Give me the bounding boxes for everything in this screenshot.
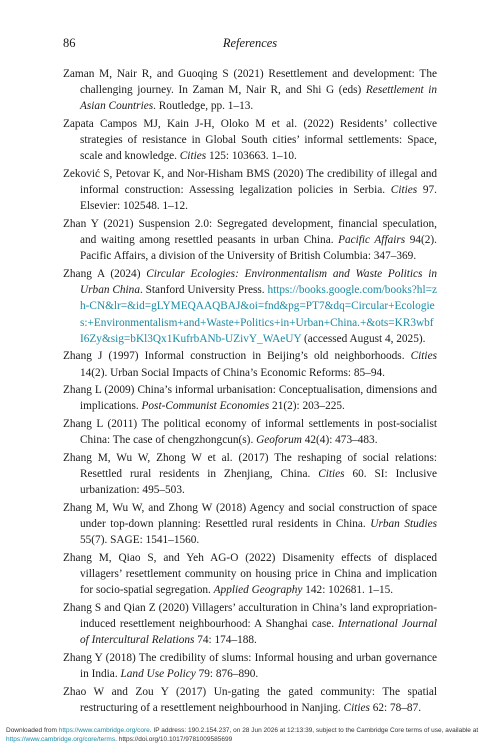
- page-number: 86: [63, 36, 76, 50]
- reference-source-title: Post-Communist Economies: [141, 400, 270, 413]
- reference-source-title: Cities: [390, 184, 418, 197]
- reference-entry: [63, 66, 437, 115]
- reference-text: Zhang M, Qiao S, and Yeh AG-O (2022) Disamenity effects of displaced villagers’ resettlement community on housing price in China and implication for socio-spatial segregation.: [63, 551, 437, 597]
- reference-entry: [63, 348, 437, 380]
- reference-entry: [63, 600, 437, 649]
- reference-text: Zaman M, Nair R, and Guoqing S (2021) Resettlement and development: The challenging journey. In Zaman M, Nair R, and Shi G (eds): [63, 68, 437, 97]
- reference-text: Zhang M, Wu W, and Zhong W (2018) Agency and social construction of space under top-down planning: Resettled rural residents in China.: [63, 501, 437, 530]
- reference-text: . Routledge, pp. 1–13.: [153, 100, 254, 113]
- reference-text: Zhang S and Qian Z (2020) Villagers’ acculturation in China’s land expropriation-induced resettlement neighbourhood: A Shanghai case.: [63, 601, 437, 630]
- reference-text: Zhao W and Zou Y (2017) Un-gating the gated community: The spatial restructuring of a resettlement neighbourhood in Nanjing.: [63, 685, 437, 714]
- reference-entry: [63, 450, 437, 499]
- reference-source-title: Applied Geography: [213, 584, 303, 597]
- reference-text: Zeković S, Petovar K, and Nor-Hisham BMS (2020) The credibility of illegal and informal construction: Assessing legalization policies in Serbia.: [63, 168, 437, 197]
- reference-entry: [63, 216, 437, 265]
- reference-entry: [63, 116, 437, 165]
- reference-text: (accessed August 4, 2025).: [301, 332, 426, 345]
- download-footer: [6, 726, 494, 744]
- reference-text: 62: 78–87.: [369, 701, 422, 714]
- reference-text: Zhang Y (2018) The credibility of slums: Informal housing and urban governance in India.: [63, 651, 437, 680]
- reference-entry: [63, 266, 437, 347]
- reference-source-title: Pacific Affairs: [338, 234, 406, 247]
- footer-middle: . IP address: 190.2.154.237, on 28 Jun 2026 at 12:13:39, subject to the Cambridge Core terms of use, available at: [149, 727, 479, 734]
- reference-text: 42(4): 473–483.: [301, 434, 378, 447]
- reference-text: Zhang L (2011) The political economy of informal settlements in post-socialist China: The case of chengzhongcun(s).: [63, 418, 437, 447]
- reference-text: 55(7). SAGE: 1541–1560.: [80, 534, 200, 547]
- reference-entry: [63, 500, 437, 549]
- reference-source-title: Cities: [343, 701, 370, 714]
- reference-entry: [63, 382, 437, 414]
- page-header: [63, 36, 437, 56]
- reference-source-title: Cities: [179, 150, 207, 163]
- reference-text: 14(2). Urban Social Impacts of China’s Economic Reforms: 85–94.: [80, 366, 385, 379]
- reference-entry: [63, 550, 437, 599]
- reference-text: 74: 174–188.: [194, 634, 257, 647]
- reference-text: 21(2): 203–225.: [269, 400, 345, 413]
- reference-list: [63, 66, 437, 717]
- reference-source-title: Urban Studies: [370, 518, 437, 530]
- reference-source-title: Circular Ecologies: Environmentalism and Waste Politics in Urban China: [80, 268, 437, 297]
- footer-prefix: Downloaded from: [6, 727, 59, 734]
- terms-link[interactable]: https://www.cambridge.org/core/terms: [6, 736, 116, 743]
- reference-link[interactable]: https://books.google.com/books?hl=zh-CN&lr=&id=gLYMEQAAQBAJ&oi=fnd&pg=PT7&dq=Circular+Ecologies:+Environmentalism+and+Waste+Politics+in+Urban+China.+&ots=KR3wbfI6Zy&sig=bKl3Qx1KufrbANb-UZivY_WAeUY: [80, 284, 437, 345]
- reference-text: 94(2). Pacific Affairs, a division of the University of British Columbia: 347–369.: [80, 234, 438, 263]
- reference-text: 97. Elsevier: 102548. 1–12.: [80, 184, 437, 213]
- reference-text: 79: 876–890.: [195, 668, 259, 680]
- reference-entry: [63, 684, 437, 716]
- reference-text: Zhan Y (2021) Suspension 2.0: Segregated development, financial speculation, and waiting among resettled peasants in urban China.: [63, 218, 437, 247]
- reference-entry: [63, 166, 437, 215]
- reference-text: Zhang J (1997) Informal construction in Beijing’s old neighborhoods.: [63, 350, 411, 363]
- reference-source-title: Cities: [410, 350, 437, 363]
- reference-source-title: Land Use Policy: [120, 668, 196, 680]
- reference-text: Zapata Campos MJ, Kain J-H, Oloko M et al. (2022) Residents’ collective strategies of resistance in Global South cities’ informal settlements: Space, scale and knowledge.: [63, 118, 437, 163]
- reference-text: Zhang A (2024): [63, 268, 147, 280]
- reference-text: 125: 103663. 1–10.: [206, 150, 297, 163]
- reference-text: 142: 102681. 1–15.: [302, 584, 394, 597]
- reference-entry: [63, 416, 437, 448]
- reference-text: 60. SI: Inclusive urbanization: 495–503.: [80, 468, 437, 497]
- reference-text: . Stanford University Press.: [139, 284, 268, 297]
- reference-source-title: Cities: [318, 468, 345, 480]
- footer-suffix: . https://doi.org/10.1017/9781009585699: [115, 736, 233, 743]
- running-title: References: [222, 36, 278, 50]
- reference-source-title: Geoforum: [256, 434, 302, 447]
- reference-source-title: International Journal of Intercultural Relations: [80, 618, 437, 647]
- reference-entry: [63, 650, 437, 682]
- core-link[interactable]: https://www.cambridge.org/core: [58, 727, 150, 734]
- reference-text: Zhang L (2009) China’s informal urbanisation: Conceptualisation, dimensions and implications.: [63, 384, 437, 413]
- reference-source-title: Resettlement in Asian Countries: [80, 84, 437, 113]
- reference-text: Zhang M, Wu W, Zhong W et al. (2017) The reshaping of social relations: Resettled rural residents in Zhenjiang, China.: [63, 451, 437, 480]
